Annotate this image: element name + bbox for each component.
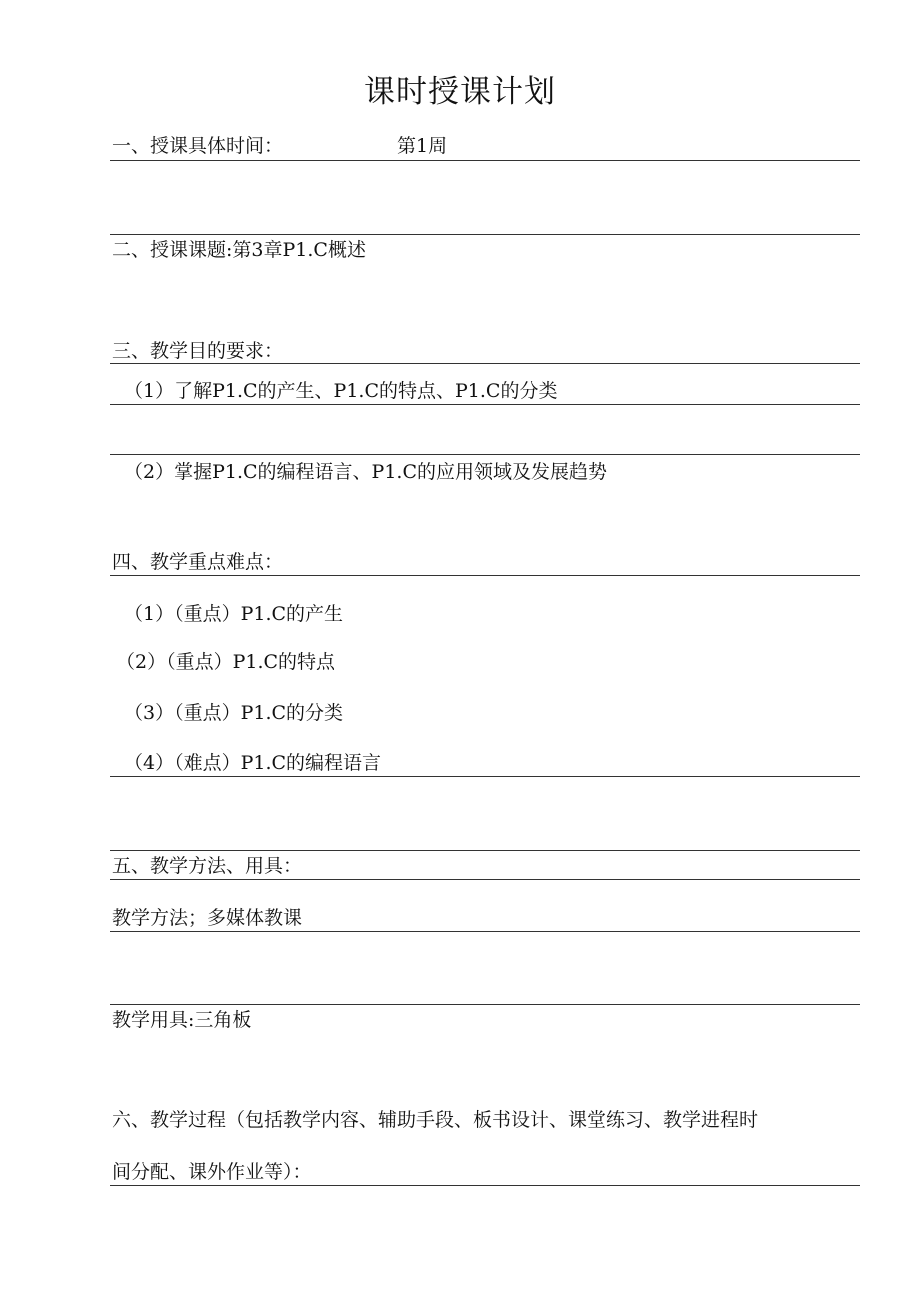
rule-line bbox=[110, 850, 860, 851]
rule-line bbox=[110, 404, 860, 405]
section3-label: 三、教学目的要求： bbox=[112, 340, 284, 362]
section4-item-1: （1）（重点）P1.C的产生 bbox=[124, 603, 344, 625]
rule-line bbox=[110, 931, 860, 932]
section3-item-2: （2）掌握P1.C的编程语言、P1.C的应用领域及发展趋势 bbox=[124, 461, 607, 483]
section5-label: 五、教学方法、用具： bbox=[112, 855, 303, 877]
rule-line bbox=[110, 160, 860, 161]
page-title: 课时授课计划 bbox=[364, 74, 556, 110]
rule-line bbox=[110, 575, 860, 576]
rule-line bbox=[110, 363, 860, 364]
rule-line bbox=[110, 879, 860, 880]
rule-line bbox=[110, 1185, 860, 1186]
section5-method: 教学方法；多媒体教课 bbox=[112, 907, 303, 929]
section3-item-1: （1）了解P1.C的产生、P1.C的特点、P1.C的分类 bbox=[124, 380, 558, 402]
section6-line-2: 间分配、课外作业等）： bbox=[112, 1161, 312, 1183]
rule-line bbox=[110, 454, 860, 455]
section1-week-value: 第1周 bbox=[397, 135, 448, 157]
section1-label: 一、授课具体时间： bbox=[112, 135, 284, 157]
section4-item-3: （3）（重点）P1.C的分类 bbox=[124, 702, 344, 724]
rule-line bbox=[110, 234, 860, 235]
section2-label: 二、授课课题:第3章P1.C概述 bbox=[112, 239, 366, 261]
section4-item-4: （4）（难点）P1.C的编程语言 bbox=[124, 752, 382, 774]
section5-tools: 教学用具:三角板 bbox=[112, 1009, 252, 1031]
rule-line bbox=[110, 1004, 860, 1005]
section6-line-1: 六、教学过程（包括教学内容、辅助手段、板书设计、课堂练习、教学进程时 bbox=[112, 1109, 759, 1131]
rule-line bbox=[110, 776, 860, 777]
section4-item-2: （2）（重点）P1.C的特点 bbox=[116, 651, 336, 673]
section4-label: 四、教学重点难点： bbox=[112, 551, 284, 573]
